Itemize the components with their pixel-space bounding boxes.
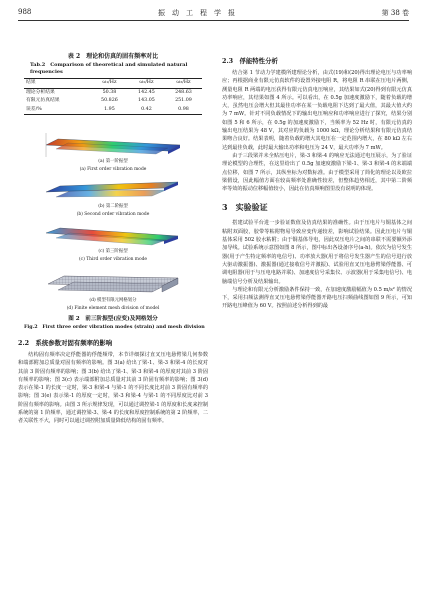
table-cell: 有限元仿真结果 xyxy=(26,98,60,103)
mode-shape-figure xyxy=(38,129,188,311)
page-number: 988 xyxy=(18,8,32,16)
table-cell: 50.38 xyxy=(102,89,117,95)
table-caption-cn: 表 2 理论和仿真的固有频率对比 xyxy=(67,53,159,60)
left-column xyxy=(18,26,208,426)
subfigure-c-caption-cn: (c) 第三阶振型 xyxy=(98,249,128,254)
body-paragraph: 结构固有频率决定俘能器的俘能频带，本节详细探讨直叉压电悬臂梁几何参数和端部附加总质量对固有频率的影响。图 3(a) 给出了梁-1、梁-3 和梁-4 的长度对其前 3 阶固有频率的影响；图 3(b) 给出了梁-1、梁-3 和梁-4 的厚度对其前 3 阶固有频率的影响；图 3(c) 表示端部附加总质量对其前 3 阶固有频率的影响；图 3(d) 表示在梁-1 的长度一定时，梁-3 和梁-4 与梁-1 的不同长度比对前 3 阶固有频率的影响；图 3(e) 表示梁-1 的厚度一定时，梁-3 和梁-4 与梁-1 的不同厚度比对前 3 阶固有频率的影响。由图 3 所示规律发现，可以通过调控梁-1 的厚度和长度来控制系统的第 1 阶频率，通过调控梁-3、梁-4 的长度和厚度控制系统的第 2 阶频率，二者关联性不大，同时可以通过调控附加质量降低结构的固有频率。 xyxy=(18,352,208,425)
table-header-row xyxy=(24,79,202,89)
table-cell: 248.63 xyxy=(175,89,192,95)
table-row xyxy=(24,88,202,97)
table-cell: 0.42 xyxy=(141,106,152,112)
table-header-cell: ω₃/Hz xyxy=(176,80,191,85)
body-paragraph: 结合第 1 节动力学建模所建理论分析，由式(19)和(20)得出理论电压与功率响应；再根据商业有限元仿真软件的设置外接电阻 R，将电阻 R 串联在压电片两侧，测量电阻 R 两端的电压获得有限元仿真电压响应，其结果如式(20)得到有限元仿真功率响应，其结果如图 4 所示。可以看出，在 0.5g 加速度激励下，随着负载的增大，虽然电压会增大但其最佳功率在某一负载电阻下达到了最大值，其最大值大约为 7 mW。针对不同负载情况下的输出电压响应和功率响应进行了探究，结果分别如图 5 和 6 所示，在 0.5g 的加速度激励下，当频率为 52 Hz 时，有限元仿真的输出电压结果为 48 V，其对应的负载为 1000 kΩ，理论分析结果和有限元仿真结果吻合良好。结果表明，随着负载的增大其电压在一定范围内增大，在 80 kΩ 左右达到最佳负载，此时最大输出功率和电压为 24 V，最大功率为 7 mW。 xyxy=(222,70,412,151)
table-row xyxy=(24,106,202,115)
mesh-division-image xyxy=(38,264,188,298)
table-cell: 误差/% xyxy=(26,106,42,112)
table-cell: 143.05 xyxy=(138,98,155,103)
second-mode-shape-image xyxy=(38,174,188,204)
figure-caption-en: Fig.2 First three order vibration modes (strain) and mesh division xyxy=(24,324,205,330)
subfigure-c-caption-en: (c) Third order vibration mode xyxy=(78,256,148,262)
subfigure-a-caption-cn: (a) 第一阶振型 xyxy=(98,159,128,164)
volume-label: 第 38 卷 xyxy=(381,9,409,17)
subfigure-b-caption-cn: (b) 第二阶振型 xyxy=(98,204,128,209)
first-mode-shape-image xyxy=(38,129,188,159)
table-header-cell: ω₁/Hz xyxy=(102,80,117,85)
table-header-cell: 结果 xyxy=(26,80,36,85)
section-heading: 2.2 系统参数对固有频率的影响 xyxy=(18,339,113,347)
subfigure-a-caption-en: (a) First order vibration mode xyxy=(79,166,147,172)
section-heading: 2.3 俘能特性分析 xyxy=(222,57,278,65)
subfigure-d-caption-cn: (d) 模型有限元网格划分 xyxy=(89,298,137,303)
table-caption-en: Tab.2 Comparison of theoretical and simulated natural frequencies xyxy=(30,62,188,75)
table-row xyxy=(24,97,202,106)
body-paragraph: 搭建试验平台进一步验证数值及仿真结果的准确性。由于压电片与铜基体之间粘附双面胶，胶带等粘附物易导致应变传递较差，影响试验结果。因此压电片与铜基体采用 502 胶水粘附；由于铜基体导电，因此双压电片之间的串联不需要额外添加导线。试验系统示意图如图 8 所示，图中标出各设备序号(a-h)。依次为信号发生器(用于产生特定频率的电信号)、功率放大器(用于将信号发生器产生的信号进行放大驱动激振器)、激振器(通过接收信号并激振)、试验用直叉压电悬臂梁俘能器、可调电阻器(用于与压电电路并联)、加速度信号采集仪、示波器(用于采集电信号)、电脑端信号分析及结果输出。 xyxy=(222,220,412,285)
table-cell: 50.826 xyxy=(101,98,118,103)
table-cell: 142.45 xyxy=(138,89,155,95)
figure-caption-cn: 图 2 前三阶振型(应变)及网格划分 xyxy=(68,316,158,322)
body-paragraph: 由于三段梁并未全贴压电片，梁-3 和梁-4 的响应无法通过电压展示，为了验证理论模型的合理性，在这里给出了 0.5g 加速度激励下梁-1、梁-3 和梁-4 的末端端点位移，如图 7 所示，其纵坐标为对数标准。由于模型采用了简化的理论以及欧拉梁假设，因此幅值方面在较高频率处准确性较差，但整体趋势相近，其中第二阶频率等效的振动位移幅值较小，因此在仿真频响图里没有说明的体现。 xyxy=(222,152,412,193)
right-column xyxy=(222,26,412,311)
section-heading: 3 实验验证 xyxy=(222,202,268,213)
journal-title: 振 动 工 程 学 报 xyxy=(158,9,235,17)
subfigure-d-caption-en: (d) Finite element mesh division of model xyxy=(66,305,160,311)
table-cell: 251.09 xyxy=(175,98,192,103)
table-header-cell: ω₂/Hz xyxy=(139,80,154,85)
table-cell: 1.95 xyxy=(104,106,115,112)
table-cell: 0.98 xyxy=(178,106,189,112)
body-paragraph: 与理论和有限元分析激励条件保持一致，在加速度激励幅值为 0.5 m/s² 的情况下，采用扫频法测得直叉压电悬臂梁俘能器开路电压扫频曲线图如图 9 所示，可知开路电压峰值为 60 V。按照前述分析得到的最 xyxy=(222,286,412,310)
subfigure-b-caption-en: (b) Second order vibration mode xyxy=(76,211,150,217)
header-rule xyxy=(18,20,409,21)
third-mode-shape-image xyxy=(38,219,188,249)
frequency-table xyxy=(24,78,202,115)
running-header xyxy=(18,8,409,20)
table-cell: 理论分析结果 xyxy=(26,89,55,95)
